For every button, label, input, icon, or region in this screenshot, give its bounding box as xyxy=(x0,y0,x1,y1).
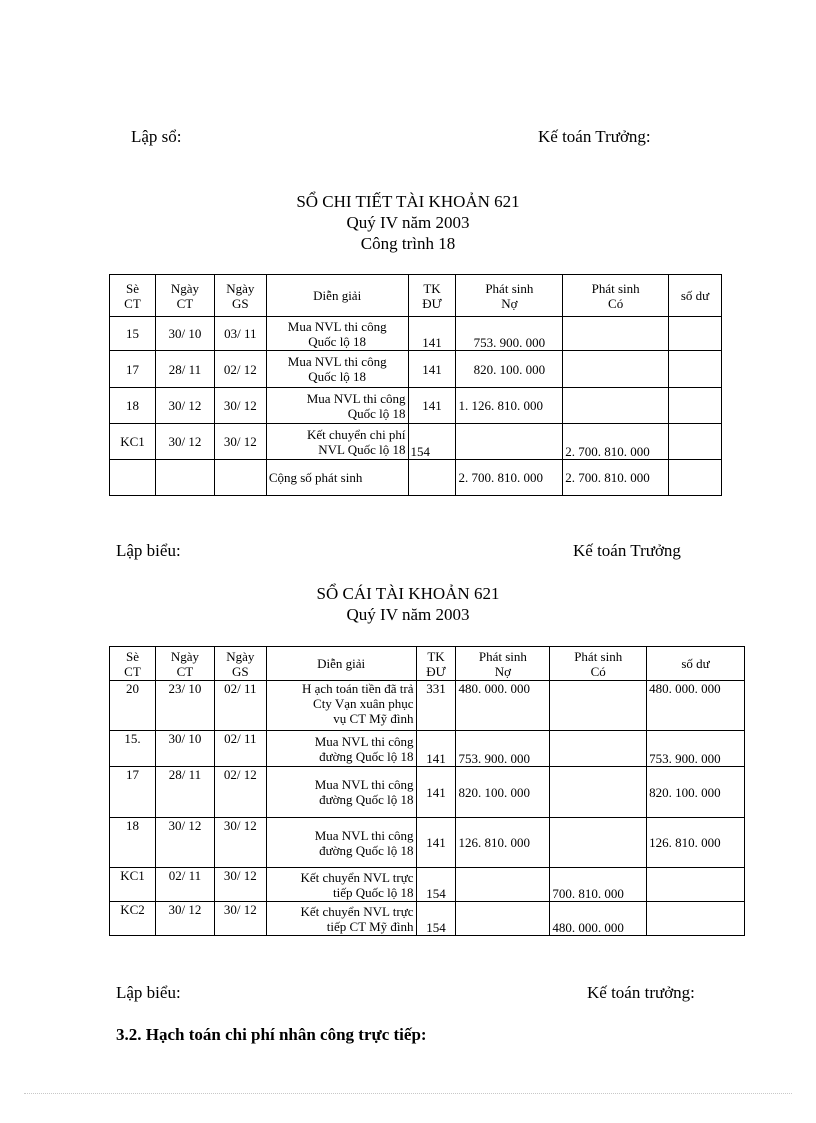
header-debit: Phát sinh Nợ xyxy=(456,647,550,681)
cell-doc-no: 17 xyxy=(110,351,156,388)
cell-doc-no xyxy=(110,460,156,496)
title-line: Quý IV năm 2003 xyxy=(346,213,470,232)
cell-post-date: 02/ 12 xyxy=(214,351,266,388)
header-account: TK ĐƯ xyxy=(408,275,456,317)
general-ledger-table xyxy=(109,646,745,936)
table-row xyxy=(110,317,722,351)
chief-accountant-label: Kế toán Trưởng xyxy=(573,541,681,560)
header-post-date: Ngày GS xyxy=(214,275,266,317)
header-doc-no: Sè CT xyxy=(110,647,156,681)
cell-post-date: 30/ 12 xyxy=(214,388,266,424)
header-description: Diễn giải xyxy=(266,647,416,681)
page-divider xyxy=(24,1093,792,1094)
cell-account: 141 xyxy=(408,388,456,424)
cell-doc-date: 30/ 12 xyxy=(155,902,214,936)
cell-balance: 480. 000. 000 xyxy=(647,681,745,731)
cell-post-date: 02/ 11 xyxy=(214,681,266,731)
cell-doc-no: 15. xyxy=(110,731,156,767)
cell-description: Mua NVL thi công Quốc lộ 18 xyxy=(266,388,408,424)
cell-doc-date: 30/ 12 xyxy=(155,424,214,460)
cell-debit: 480. 000. 000 xyxy=(456,681,550,731)
cell-doc-no: KC2 xyxy=(110,902,156,936)
cell-doc-no: KC1 xyxy=(110,868,156,902)
cell-doc-date xyxy=(155,460,214,496)
cell-doc-no: 17 xyxy=(110,767,156,818)
cell-post-date: 30/ 12 xyxy=(214,902,266,936)
cell-doc-date: 30/ 10 xyxy=(155,317,214,351)
cell-credit: 2. 700. 810. 000 xyxy=(563,460,669,496)
cell-doc-date: 23/ 10 xyxy=(155,681,214,731)
cell-description: Cộng số phát sinh xyxy=(266,460,408,496)
cell-account: 141 xyxy=(408,351,456,388)
title-line: Công trình 18 xyxy=(360,234,456,253)
header-doc-date: Ngày CT xyxy=(155,275,214,317)
cell-description: Kết chuyển NVL trực tiếp Quốc lộ 18 xyxy=(266,868,416,902)
table-row xyxy=(110,424,722,460)
cell-debit: 1. 126. 810. 000 xyxy=(456,388,563,424)
title-line: SỔ CÁI TÀI KHOẢN 621 xyxy=(316,584,500,603)
title-line: Quý IV năm 2003 xyxy=(346,605,470,624)
cell-doc-date: 28/ 11 xyxy=(155,767,214,818)
cell-account: 154 xyxy=(416,902,456,936)
prepared-by-label: Lập sổ: xyxy=(131,127,182,146)
cell-doc-date: 28/ 11 xyxy=(155,351,214,388)
general-ledger-title xyxy=(0,583,816,625)
cell-credit: 700. 810. 000 xyxy=(550,868,647,902)
prepared-by-label: Lập biểu: xyxy=(116,983,181,1002)
table-row xyxy=(110,731,745,767)
cell-balance xyxy=(669,351,722,388)
cell-credit xyxy=(563,317,669,351)
cell-credit xyxy=(563,351,669,388)
cell-account xyxy=(408,460,456,496)
cell-account: 141 xyxy=(416,767,456,818)
cell-credit xyxy=(550,767,647,818)
cell-doc-no: 20 xyxy=(110,681,156,731)
cell-post-date: 02/ 11 xyxy=(214,731,266,767)
header-description: Diễn giải xyxy=(266,275,408,317)
prepared-by-label: Lập biểu: xyxy=(116,541,181,560)
cell-debit: 2. 700. 810. 000 xyxy=(456,460,563,496)
table-row xyxy=(110,868,745,902)
cell-balance xyxy=(647,868,745,902)
cell-doc-date: 30/ 12 xyxy=(155,388,214,424)
cell-balance xyxy=(669,317,722,351)
cell-post-date: 30/ 12 xyxy=(214,818,266,868)
cell-debit: 126. 810. 000 xyxy=(456,818,550,868)
header-balance: số dư xyxy=(647,647,745,681)
chief-accountant-label: Kế toán Trưởng: xyxy=(538,127,651,146)
table-row xyxy=(110,681,745,731)
table-header-row xyxy=(110,647,745,681)
header-credit: Phát sinh Có xyxy=(563,275,669,317)
cell-account: 141 xyxy=(416,731,456,767)
cell-account: 331 xyxy=(416,681,456,731)
cell-doc-no: 15 xyxy=(110,317,156,351)
cell-debit xyxy=(456,902,550,936)
cell-balance xyxy=(669,424,722,460)
cell-account: 154 xyxy=(416,868,456,902)
cell-doc-no: 18 xyxy=(110,388,156,424)
cell-debit: 753. 900. 000 xyxy=(456,317,563,351)
cell-balance: 753. 900. 000 xyxy=(647,731,745,767)
cell-description: Mua NVL thi công đường Quốc lộ 18 xyxy=(266,731,416,767)
cell-credit xyxy=(563,388,669,424)
cell-post-date: 30/ 12 xyxy=(214,424,266,460)
cell-description: H ạch toán tiền đã trả Cty Vạn xuân phục vụ CT Mỹ đình xyxy=(266,681,416,731)
cell-debit: 820. 100. 000 xyxy=(456,351,563,388)
cell-balance xyxy=(669,460,722,496)
cell-description: Mua NVL thi công đường Quốc lộ 18 xyxy=(266,818,416,868)
header-balance: số dư xyxy=(669,275,722,317)
header-doc-no: Sè CT xyxy=(110,275,156,317)
cell-account: 141 xyxy=(408,317,456,351)
header-credit: Phát sinh Có xyxy=(550,647,647,681)
cell-credit xyxy=(550,818,647,868)
cell-debit: 753. 900. 000 xyxy=(456,731,550,767)
cell-doc-date: 02/ 11 xyxy=(155,868,214,902)
table-row xyxy=(110,767,745,818)
cell-doc-date: 30/ 12 xyxy=(155,818,214,868)
cell-post-date: 30/ 12 xyxy=(214,868,266,902)
header-account: TK ĐƯ xyxy=(416,647,456,681)
cell-credit: 480. 000. 000 xyxy=(550,902,647,936)
table-header-row xyxy=(110,275,722,317)
cell-credit xyxy=(550,731,647,767)
cell-post-date xyxy=(214,460,266,496)
section-heading: 3.2. Hạch toán chi phí nhân công trực tiếp: xyxy=(116,1025,427,1044)
detail-ledger-table xyxy=(109,274,722,496)
cell-account: 141 xyxy=(416,818,456,868)
cell-description: Mua NVL thi công đường Quốc lộ 18 xyxy=(266,767,416,818)
cell-doc-no: 18 xyxy=(110,818,156,868)
cell-balance xyxy=(669,388,722,424)
cell-balance: 126. 810. 000 xyxy=(647,818,745,868)
table-row xyxy=(110,902,745,936)
cell-debit: 820. 100. 000 xyxy=(456,767,550,818)
detail-ledger-title xyxy=(0,191,816,254)
header-debit: Phát sinh Nợ xyxy=(456,275,563,317)
cell-description: Kết chuyển NVL trực tiếp CT Mỹ đình xyxy=(266,902,416,936)
cell-doc-date: 30/ 10 xyxy=(155,731,214,767)
table-row xyxy=(110,388,722,424)
cell-post-date: 03/ 11 xyxy=(214,317,266,351)
table-row xyxy=(110,351,722,388)
chief-accountant-label: Kế toán trưởng: xyxy=(587,983,695,1002)
cell-debit xyxy=(456,868,550,902)
cell-balance xyxy=(647,902,745,936)
cell-balance: 820. 100. 000 xyxy=(647,767,745,818)
table-row xyxy=(110,818,745,868)
title-line: SỔ CHI TIẾT TÀI KHOẢN 621 xyxy=(296,192,520,211)
cell-account: 154 xyxy=(408,424,456,460)
header-doc-date: Ngày CT xyxy=(155,647,214,681)
cell-doc-no: KC1 xyxy=(110,424,156,460)
cell-debit xyxy=(456,424,563,460)
cell-description: Mua NVL thi công Quốc lộ 18 xyxy=(266,351,408,388)
table-total-row xyxy=(110,460,722,496)
cell-description: Kết chuyển chi phí NVL Quốc lộ 18 xyxy=(266,424,408,460)
cell-post-date: 02/ 12 xyxy=(214,767,266,818)
header-post-date: Ngày GS xyxy=(214,647,266,681)
cell-credit: 2. 700. 810. 000 xyxy=(563,424,669,460)
cell-credit xyxy=(550,681,647,731)
cell-description: Mua NVL thi công Quốc lộ 18 xyxy=(266,317,408,351)
